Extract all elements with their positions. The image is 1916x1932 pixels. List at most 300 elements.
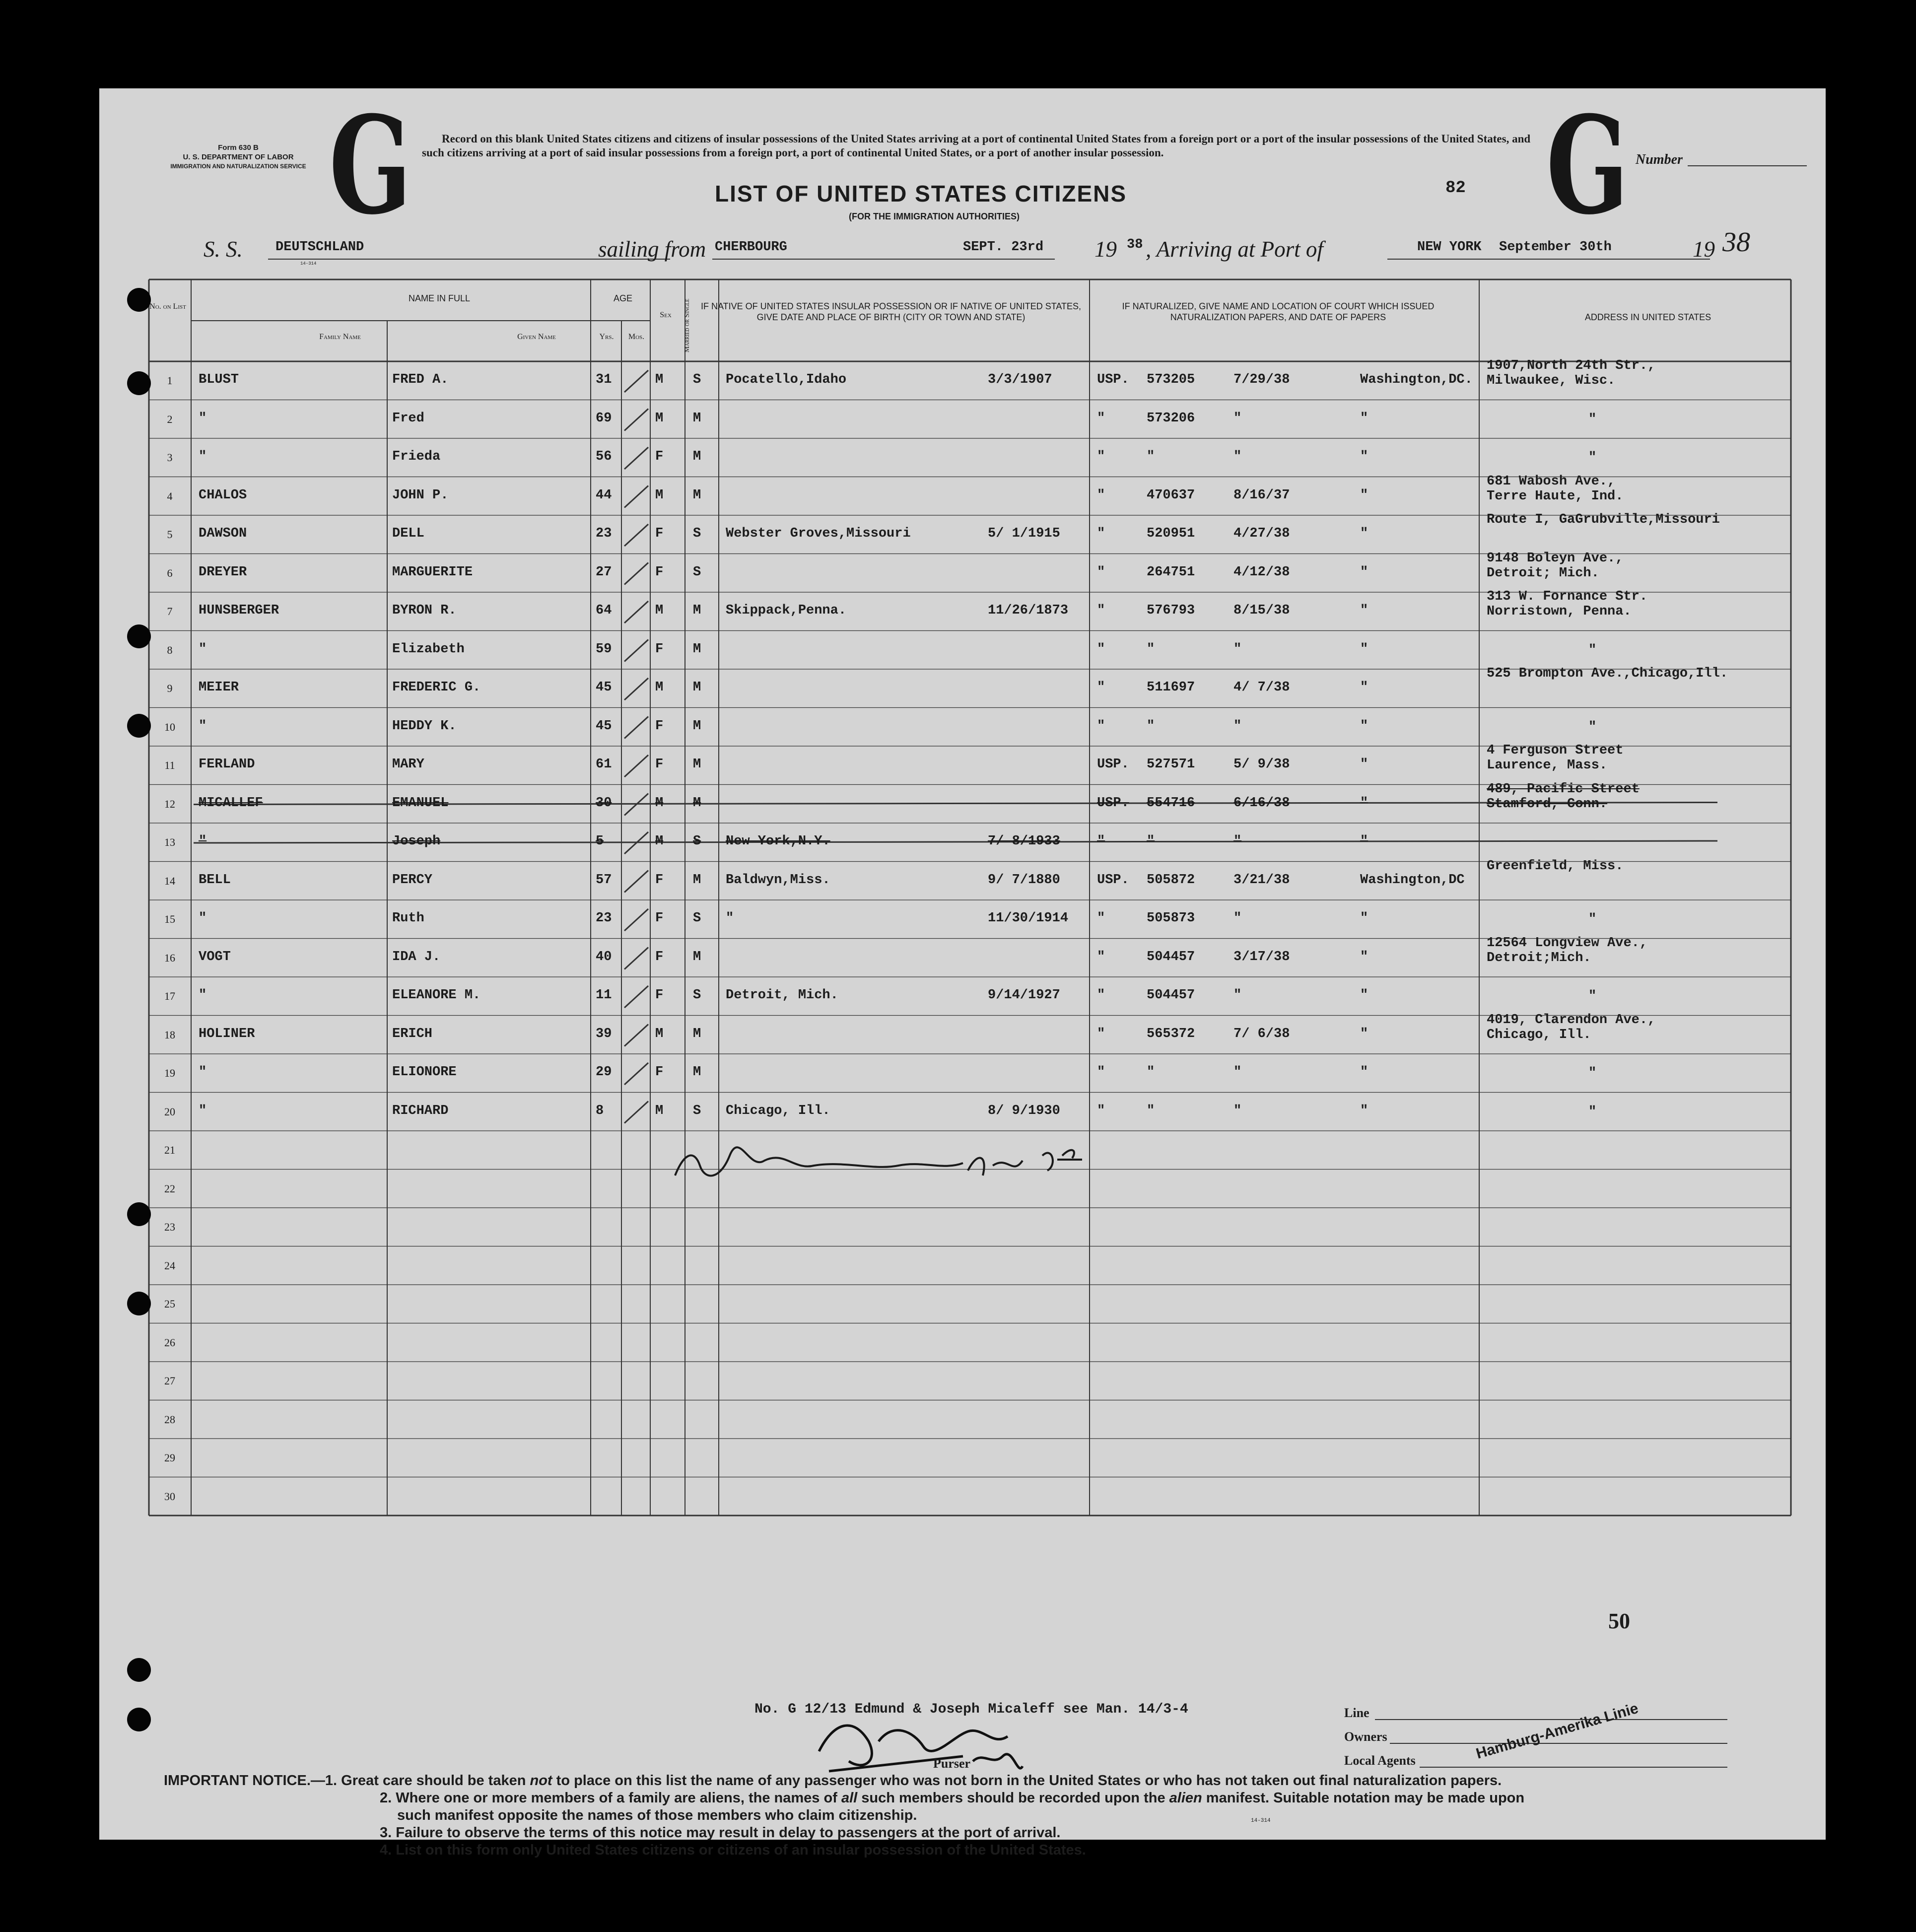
col-family-header: Family Name xyxy=(319,333,361,341)
notice-1c: to place on this list the name of any passenger who was not born in the United States or who has not taken out final naturalization papers. xyxy=(556,1773,1502,1789)
page-subtitle: (FOR THE IMMIGRATION AUTHORITIES) xyxy=(849,211,1020,221)
marital-status: M xyxy=(693,1065,701,1080)
birth-place: Chicago, Ill. xyxy=(726,1103,830,1118)
check-mark xyxy=(624,1025,648,1046)
court-location: " xyxy=(1360,1026,1369,1041)
ship-name: DEUTSCHLAND xyxy=(275,240,364,255)
court-location: " xyxy=(1360,911,1369,926)
age-years: 44 xyxy=(596,487,612,503)
check-mark xyxy=(624,563,648,585)
row-number: 24 xyxy=(164,1259,175,1272)
family-name: HUNSBERGER xyxy=(199,603,279,618)
age-years: 23 xyxy=(596,526,612,541)
court-location: " xyxy=(1360,411,1369,426)
age-years: 69 xyxy=(596,411,612,426)
certificate-number: 576793 xyxy=(1147,603,1195,618)
manifest-table xyxy=(99,88,1826,1840)
row-number: 13 xyxy=(164,836,175,848)
col-mos-header: Mos. xyxy=(628,333,645,341)
age-years: 8 xyxy=(596,1103,604,1118)
family-name: " xyxy=(199,449,207,464)
col-yrs-header: Yrs. xyxy=(599,333,614,341)
row-number: 15 xyxy=(164,913,175,925)
certificate-number: 573205 xyxy=(1147,372,1195,387)
family-name: " xyxy=(199,834,207,849)
papers-date: 8/16/37 xyxy=(1233,487,1290,503)
age-years: 45 xyxy=(596,680,612,695)
certificate-number: 527571 xyxy=(1147,757,1195,772)
col-birth-header: IF NATIVE OF UNITED STATES INSULAR POSSESSION OR IF NATIVE OF UNITED STATES, GIVE DATE AND PLACE OF BIRTH (CITY OR TOWN AND STATE) xyxy=(700,301,1082,322)
address-line-1: 313 W. Fornance Str. xyxy=(1487,589,1648,604)
line-field xyxy=(1375,1719,1727,1720)
owners-label: Owners xyxy=(1344,1729,1387,1744)
check-mark xyxy=(624,1063,648,1085)
birth-date: 11/30/1914 xyxy=(988,911,1069,926)
purser-label: Purser xyxy=(933,1756,971,1771)
check-mark xyxy=(624,409,648,431)
family-name: " xyxy=(199,411,207,426)
check-mark xyxy=(624,1102,648,1123)
family-name: DREYER xyxy=(199,564,247,580)
sex: F xyxy=(655,564,664,580)
papers-date: " xyxy=(1233,911,1242,926)
handwritten-signature-note xyxy=(665,1136,1112,1195)
age-years: 57 xyxy=(596,872,612,888)
birth-place: Baldwyn,Miss. xyxy=(726,872,830,888)
row-number: 10 xyxy=(164,720,175,733)
marital-status: M xyxy=(693,872,701,888)
given-name: EMANUEL xyxy=(392,795,449,811)
check-mark xyxy=(624,370,648,392)
court-location: " xyxy=(1360,795,1369,811)
given-name: Elizabeth xyxy=(392,641,465,657)
check-mark xyxy=(624,678,648,700)
age-years: 30 xyxy=(596,795,612,811)
certificate-number: 565372 xyxy=(1147,1026,1195,1041)
sex: F xyxy=(655,1065,664,1080)
row-number: 4 xyxy=(167,489,173,502)
certificate-number: 264751 xyxy=(1147,564,1195,580)
marital-status: M xyxy=(693,1026,701,1041)
row-number: 26 xyxy=(164,1336,175,1349)
court-location: " xyxy=(1360,757,1369,772)
sex: M xyxy=(655,795,664,811)
sail-date: SEPT. 23rd xyxy=(963,240,1044,255)
row-number: 29 xyxy=(164,1451,175,1464)
sex: M xyxy=(655,411,664,426)
age-years: 11 xyxy=(596,988,612,1003)
birth-place: " xyxy=(726,911,734,926)
owners-field xyxy=(1390,1743,1727,1744)
check-mark xyxy=(624,909,648,931)
local-agents-field xyxy=(1420,1767,1727,1768)
marital-status: M xyxy=(693,949,701,965)
address-line-2: Detroit;Mich. xyxy=(1487,950,1591,966)
col-age-header: AGE xyxy=(613,293,632,303)
address-line-2: " xyxy=(1588,642,1597,658)
family-name: VOGT xyxy=(199,949,231,965)
row-number: 8 xyxy=(167,643,173,656)
age-years: 27 xyxy=(596,564,612,580)
sex: F xyxy=(655,718,664,734)
address-line-2: " xyxy=(1588,450,1597,465)
local-agents-label: Local Agents xyxy=(1344,1753,1416,1768)
marital-status: S xyxy=(693,911,701,926)
papers-date: " xyxy=(1233,411,1242,426)
row-number: 18 xyxy=(164,1028,175,1041)
check-mark xyxy=(624,871,648,893)
address-line-2: Stamford, Conn. xyxy=(1487,796,1608,812)
naturalization-court: " xyxy=(1097,1065,1105,1080)
check-mark xyxy=(624,486,648,508)
papers-date: 8/15/38 xyxy=(1233,603,1290,618)
row-number: 22 xyxy=(164,1182,175,1195)
marital-status: M xyxy=(693,449,701,464)
check-mark xyxy=(624,447,648,469)
row-number: 6 xyxy=(167,566,173,579)
court-location: " xyxy=(1360,449,1369,464)
address-line-1: 1907,North 24th Str., xyxy=(1487,358,1656,373)
form-letter-right: G xyxy=(1546,86,1629,244)
papers-date: 7/29/38 xyxy=(1233,372,1290,387)
naturalization-court: " xyxy=(1097,718,1105,734)
check-mark xyxy=(624,640,648,662)
check-mark xyxy=(624,524,648,546)
important-notice xyxy=(164,1772,1802,1859)
papers-date: 4/ 7/38 xyxy=(1233,680,1290,695)
col-naturalized-header: IF NATURALIZED, GIVE NAME AND LOCATION OF COURT WHICH ISSUED NATURALIZATION PAPERS, AND DATE OF PAPERS xyxy=(1122,301,1435,322)
address-line-2: " xyxy=(1588,412,1597,427)
sex: M xyxy=(655,603,664,618)
naturalization-court: " xyxy=(1097,911,1105,926)
record-instructions: Record on this blank United States citizens and citizens of insular possessions of the United States arriving at a port of continental United States from a foreign port or a port of the insular possessions of the United States, and such citizens arriving at a port of said insular possessions from a foreign port, a port of continental United States, or a port of another insular possession. xyxy=(422,133,1531,159)
sex: F xyxy=(655,449,664,464)
age-years: 64 xyxy=(596,603,612,618)
row-number: 28 xyxy=(164,1413,175,1426)
sex: F xyxy=(655,641,664,657)
family-name: BELL xyxy=(199,872,231,888)
court-location: " xyxy=(1360,949,1369,965)
address-line-2: " xyxy=(1588,719,1597,735)
court-location: " xyxy=(1360,564,1369,580)
birth-place: Skippack,Penna. xyxy=(726,603,847,618)
papers-date: 7/ 6/38 xyxy=(1233,1026,1290,1041)
age-years: 59 xyxy=(596,641,612,657)
given-name: BYRON R. xyxy=(392,603,457,618)
col-name-header: NAME IN FULL xyxy=(408,293,471,303)
court-location: " xyxy=(1360,641,1369,657)
binder-hole xyxy=(127,624,151,648)
given-name: Frieda xyxy=(392,449,441,464)
marital-status: M xyxy=(693,603,701,618)
papers-date: " xyxy=(1233,641,1242,657)
naturalization-court: " xyxy=(1097,603,1105,618)
certificate-number: 505873 xyxy=(1147,911,1195,926)
certificate-number: " xyxy=(1147,834,1155,849)
address-line-2: Detroit; Mich. xyxy=(1487,565,1599,581)
check-mark xyxy=(624,717,648,739)
certificate-number: 504457 xyxy=(1147,988,1195,1003)
family-name: MICALLEF xyxy=(199,795,263,811)
naturalization-court: USP. xyxy=(1097,757,1129,772)
papers-date: 5/ 9/38 xyxy=(1233,757,1290,772)
given-name: Ruth xyxy=(392,911,424,926)
arriving-label: , Arriving at Port of xyxy=(1146,237,1323,262)
address-line-2: Terre Haute, Ind. xyxy=(1487,488,1624,504)
papers-date: 4/12/38 xyxy=(1233,564,1290,580)
age-years: 5 xyxy=(596,834,604,849)
row-number: 9 xyxy=(167,682,173,694)
age-years: 39 xyxy=(596,1026,612,1041)
notice-1b: not xyxy=(530,1773,552,1789)
given-name: Fred xyxy=(392,411,424,426)
notice-head: IMPORTANT NOTICE. xyxy=(164,1773,311,1789)
page-mark: 82 xyxy=(1445,179,1466,198)
sex: M xyxy=(655,834,664,849)
court-location: " xyxy=(1360,526,1369,541)
binder-hole xyxy=(127,371,151,395)
sail-year: 38 xyxy=(1127,237,1143,252)
naturalization-court: " xyxy=(1097,1103,1105,1118)
family-name: " xyxy=(199,1065,207,1080)
form-number: Form 630 B xyxy=(218,143,259,152)
naturalization-court: " xyxy=(1097,834,1105,849)
address-line-1: 681 Wabosh Ave., xyxy=(1487,474,1616,489)
notice-line-2b: such manifest opposite the names of those members who claim citizenship. xyxy=(397,1807,917,1823)
marital-status: S xyxy=(693,834,701,849)
given-name: RICHARD xyxy=(392,1103,449,1118)
family-name: " xyxy=(199,641,207,657)
footer-note: No. G 12/13 Edmund & Joseph Micaleff see Man. 14/3-4 xyxy=(754,1702,1188,1717)
birth-place: Webster Groves,Missouri xyxy=(726,526,911,541)
family-name: BLUST xyxy=(199,372,239,387)
papers-date: 6/16/38 xyxy=(1233,795,1290,811)
age-years: 23 xyxy=(596,911,612,926)
notice-2b: all xyxy=(841,1790,858,1806)
row-number: 16 xyxy=(164,951,175,964)
address-line-2: " xyxy=(1588,1104,1597,1119)
sex: F xyxy=(655,949,664,965)
department-name: U. S. DEPARTMENT OF LABOR xyxy=(183,153,294,161)
naturalization-court: " xyxy=(1097,449,1105,464)
col-no-header: No. on List xyxy=(149,302,186,311)
marital-status: M xyxy=(693,487,701,503)
given-name: ELEANORE M. xyxy=(392,988,481,1003)
sex: F xyxy=(655,526,664,541)
court-location: " xyxy=(1360,603,1369,618)
family-name: MEIER xyxy=(199,680,239,695)
notice-2c: such members should be recorded upon the xyxy=(861,1790,1165,1806)
notice-line-3: 3. Failure to observe the terms of this notice may result in delay to passengers at the port of arrival. xyxy=(380,1825,1061,1841)
page-title: LIST OF UNITED STATES CITIZENS xyxy=(715,181,1127,207)
notice-2a: 2. Where one or more members of a family are aliens, the names of xyxy=(380,1790,837,1806)
naturalization-court: " xyxy=(1097,641,1105,657)
certificate-number: 554716 xyxy=(1147,795,1195,811)
sex: M xyxy=(655,1103,664,1118)
row-number: 27 xyxy=(164,1375,175,1387)
certificate-number: " xyxy=(1147,1065,1155,1080)
row-number: 5 xyxy=(167,528,173,541)
service-name: IMMIGRATION AND NATURALIZATION SERVICE xyxy=(170,163,306,170)
papers-date: 3/17/38 xyxy=(1233,949,1290,965)
family-name: HOLINER xyxy=(199,1026,255,1041)
naturalization-court: " xyxy=(1097,949,1105,965)
arrive-year-prefix: 19 xyxy=(1693,237,1715,262)
birth-place: Pocatello,Idaho xyxy=(726,372,847,387)
court-location: " xyxy=(1360,1065,1369,1080)
family-name: " xyxy=(199,718,207,734)
sex: M xyxy=(655,372,664,387)
birth-place: New York,N.Y. xyxy=(726,834,830,849)
family-name: CHALOS xyxy=(199,487,247,503)
court-location: " xyxy=(1360,988,1369,1003)
papers-date: " xyxy=(1233,988,1242,1003)
certificate-number: 573206 xyxy=(1147,411,1195,426)
papers-date: " xyxy=(1233,718,1242,734)
naturalization-court: " xyxy=(1097,411,1105,426)
birth-date: 8/ 9/1930 xyxy=(988,1103,1060,1118)
given-name: Joseph xyxy=(392,834,441,849)
row-number: 21 xyxy=(164,1144,175,1156)
given-name: DELL xyxy=(392,526,424,541)
number-label: Number xyxy=(1636,152,1683,167)
binder-hole xyxy=(127,714,151,738)
ss-label: S. S. xyxy=(204,237,243,262)
marital-status: M xyxy=(693,795,701,811)
port-to: NEW YORK xyxy=(1417,240,1482,255)
page-total: 50 xyxy=(1608,1609,1630,1633)
marital-status: M xyxy=(693,641,701,657)
family-name: DAWSON xyxy=(199,526,247,541)
col-married-header: Married or Single xyxy=(684,298,691,353)
address-line-1: 4019, Clarendon Ave., xyxy=(1487,1012,1656,1028)
court-location: Washington,DC. xyxy=(1360,372,1473,387)
row-number: 1 xyxy=(167,374,173,387)
given-name: FREDERIC G. xyxy=(392,680,481,695)
address-line-2: Milwaukee, Wisc. xyxy=(1487,373,1616,388)
marital-status: M xyxy=(693,718,701,734)
binder-hole xyxy=(127,1658,151,1682)
papers-date: " xyxy=(1233,1065,1242,1080)
birth-date: 5/ 1/1915 xyxy=(988,526,1060,541)
papers-date: " xyxy=(1233,449,1242,464)
port-from: CHERBOURG xyxy=(715,240,787,255)
marital-status: S xyxy=(693,564,701,580)
given-name: FRED A. xyxy=(392,372,449,387)
birth-place: Detroit, Mich. xyxy=(726,988,838,1003)
court-location: " xyxy=(1360,680,1369,695)
row-number: 25 xyxy=(164,1298,175,1310)
sex: M xyxy=(655,680,664,695)
row-number: 12 xyxy=(164,797,175,810)
address-line-2: Chicago, Ill. xyxy=(1487,1027,1591,1042)
given-name: ERICH xyxy=(392,1026,433,1041)
naturalization-court: " xyxy=(1097,487,1105,503)
certificate-number: " xyxy=(1147,641,1155,657)
certificate-number: " xyxy=(1147,449,1155,464)
address-line-2: Norristown, Penna. xyxy=(1487,604,1632,619)
row-number: 11 xyxy=(164,759,175,771)
naturalization-court: USP. xyxy=(1097,872,1129,888)
papers-date: 3/21/38 xyxy=(1233,872,1290,888)
given-name: IDA J. xyxy=(392,949,441,965)
given-name: MARGUERITE xyxy=(392,564,473,580)
address-line-2: " xyxy=(1588,989,1597,1004)
family-name: " xyxy=(199,911,207,926)
address-line-2: " xyxy=(1588,912,1597,927)
birth-date: 9/ 7/1880 xyxy=(988,872,1060,888)
check-mark xyxy=(624,755,648,777)
notice-2d: alien xyxy=(1169,1790,1202,1806)
row-number: 3 xyxy=(167,451,173,464)
given-name: ELIONORE xyxy=(392,1065,457,1080)
notice-1a: —1. Great care should be taken xyxy=(310,1773,526,1789)
sail-year-prefix: 19 xyxy=(1095,237,1117,262)
papers-date: " xyxy=(1233,1103,1242,1118)
age-years: 31 xyxy=(596,372,612,387)
row-number: 2 xyxy=(167,413,173,425)
marital-status: S xyxy=(693,372,701,387)
binder-hole xyxy=(127,1202,151,1226)
given-name: PERCY xyxy=(392,872,433,888)
row-number: 19 xyxy=(164,1067,175,1079)
papers-date: " xyxy=(1233,834,1242,849)
certificate-number: 505872 xyxy=(1147,872,1195,888)
address-line-1: 525 Brompton Ave.,Chicago,Ill. xyxy=(1487,666,1728,681)
court-location: " xyxy=(1360,1103,1369,1118)
court-location: Washington,DC xyxy=(1360,872,1465,888)
given-name: HEDDY K. xyxy=(392,718,457,734)
address-line-2: Laurence, Mass. xyxy=(1487,758,1608,773)
address-line-1: 489, Pacific Street xyxy=(1487,781,1640,797)
row-number: 20 xyxy=(164,1105,175,1118)
sex: M xyxy=(655,1026,664,1041)
age-years: 45 xyxy=(596,718,612,734)
binder-hole xyxy=(127,1708,151,1731)
certificate-number: 520951 xyxy=(1147,526,1195,541)
given-name: MARY xyxy=(392,757,424,772)
notice-line-4: 4. List on this form only United States citizens or citizens of an insular possession of the United States. xyxy=(380,1842,1086,1858)
family-name: " xyxy=(199,1103,207,1118)
papers-date: 4/27/38 xyxy=(1233,526,1290,541)
notice-line-2 xyxy=(164,1790,1802,1807)
sailing-label: sailing from xyxy=(598,237,706,262)
address-line-1: 9148 Boleyn Ave., xyxy=(1487,551,1624,566)
marital-status: M xyxy=(693,680,701,695)
binder-hole xyxy=(127,1292,151,1315)
certificate-number: 511697 xyxy=(1147,680,1195,695)
col-address-header: ADDRESS IN UNITED STATES xyxy=(1584,312,1711,322)
address-line-1: 12564 Longview Ave., xyxy=(1487,935,1648,951)
line-label: Line xyxy=(1344,1706,1369,1720)
small-code: 14-314 xyxy=(300,261,317,266)
naturalization-court: " xyxy=(1097,564,1105,580)
age-years: 61 xyxy=(596,757,612,772)
court-location: " xyxy=(1360,487,1369,503)
check-mark xyxy=(624,601,648,623)
naturalization-court: " xyxy=(1097,526,1105,541)
sex: F xyxy=(655,988,664,1003)
address-line-1: 4 Ferguson Street xyxy=(1487,743,1624,758)
address-line-1: Greenfield, Miss. xyxy=(1487,858,1624,874)
sex: F xyxy=(655,911,664,926)
marital-status: S xyxy=(693,526,701,541)
line-stamp: Hamburg-Amerika Linie xyxy=(1474,1700,1641,1762)
form-letter-left: G xyxy=(329,86,412,244)
age-years: 40 xyxy=(596,949,612,965)
certificate-number: 504457 xyxy=(1147,949,1195,965)
naturalization-court: " xyxy=(1097,988,1105,1003)
